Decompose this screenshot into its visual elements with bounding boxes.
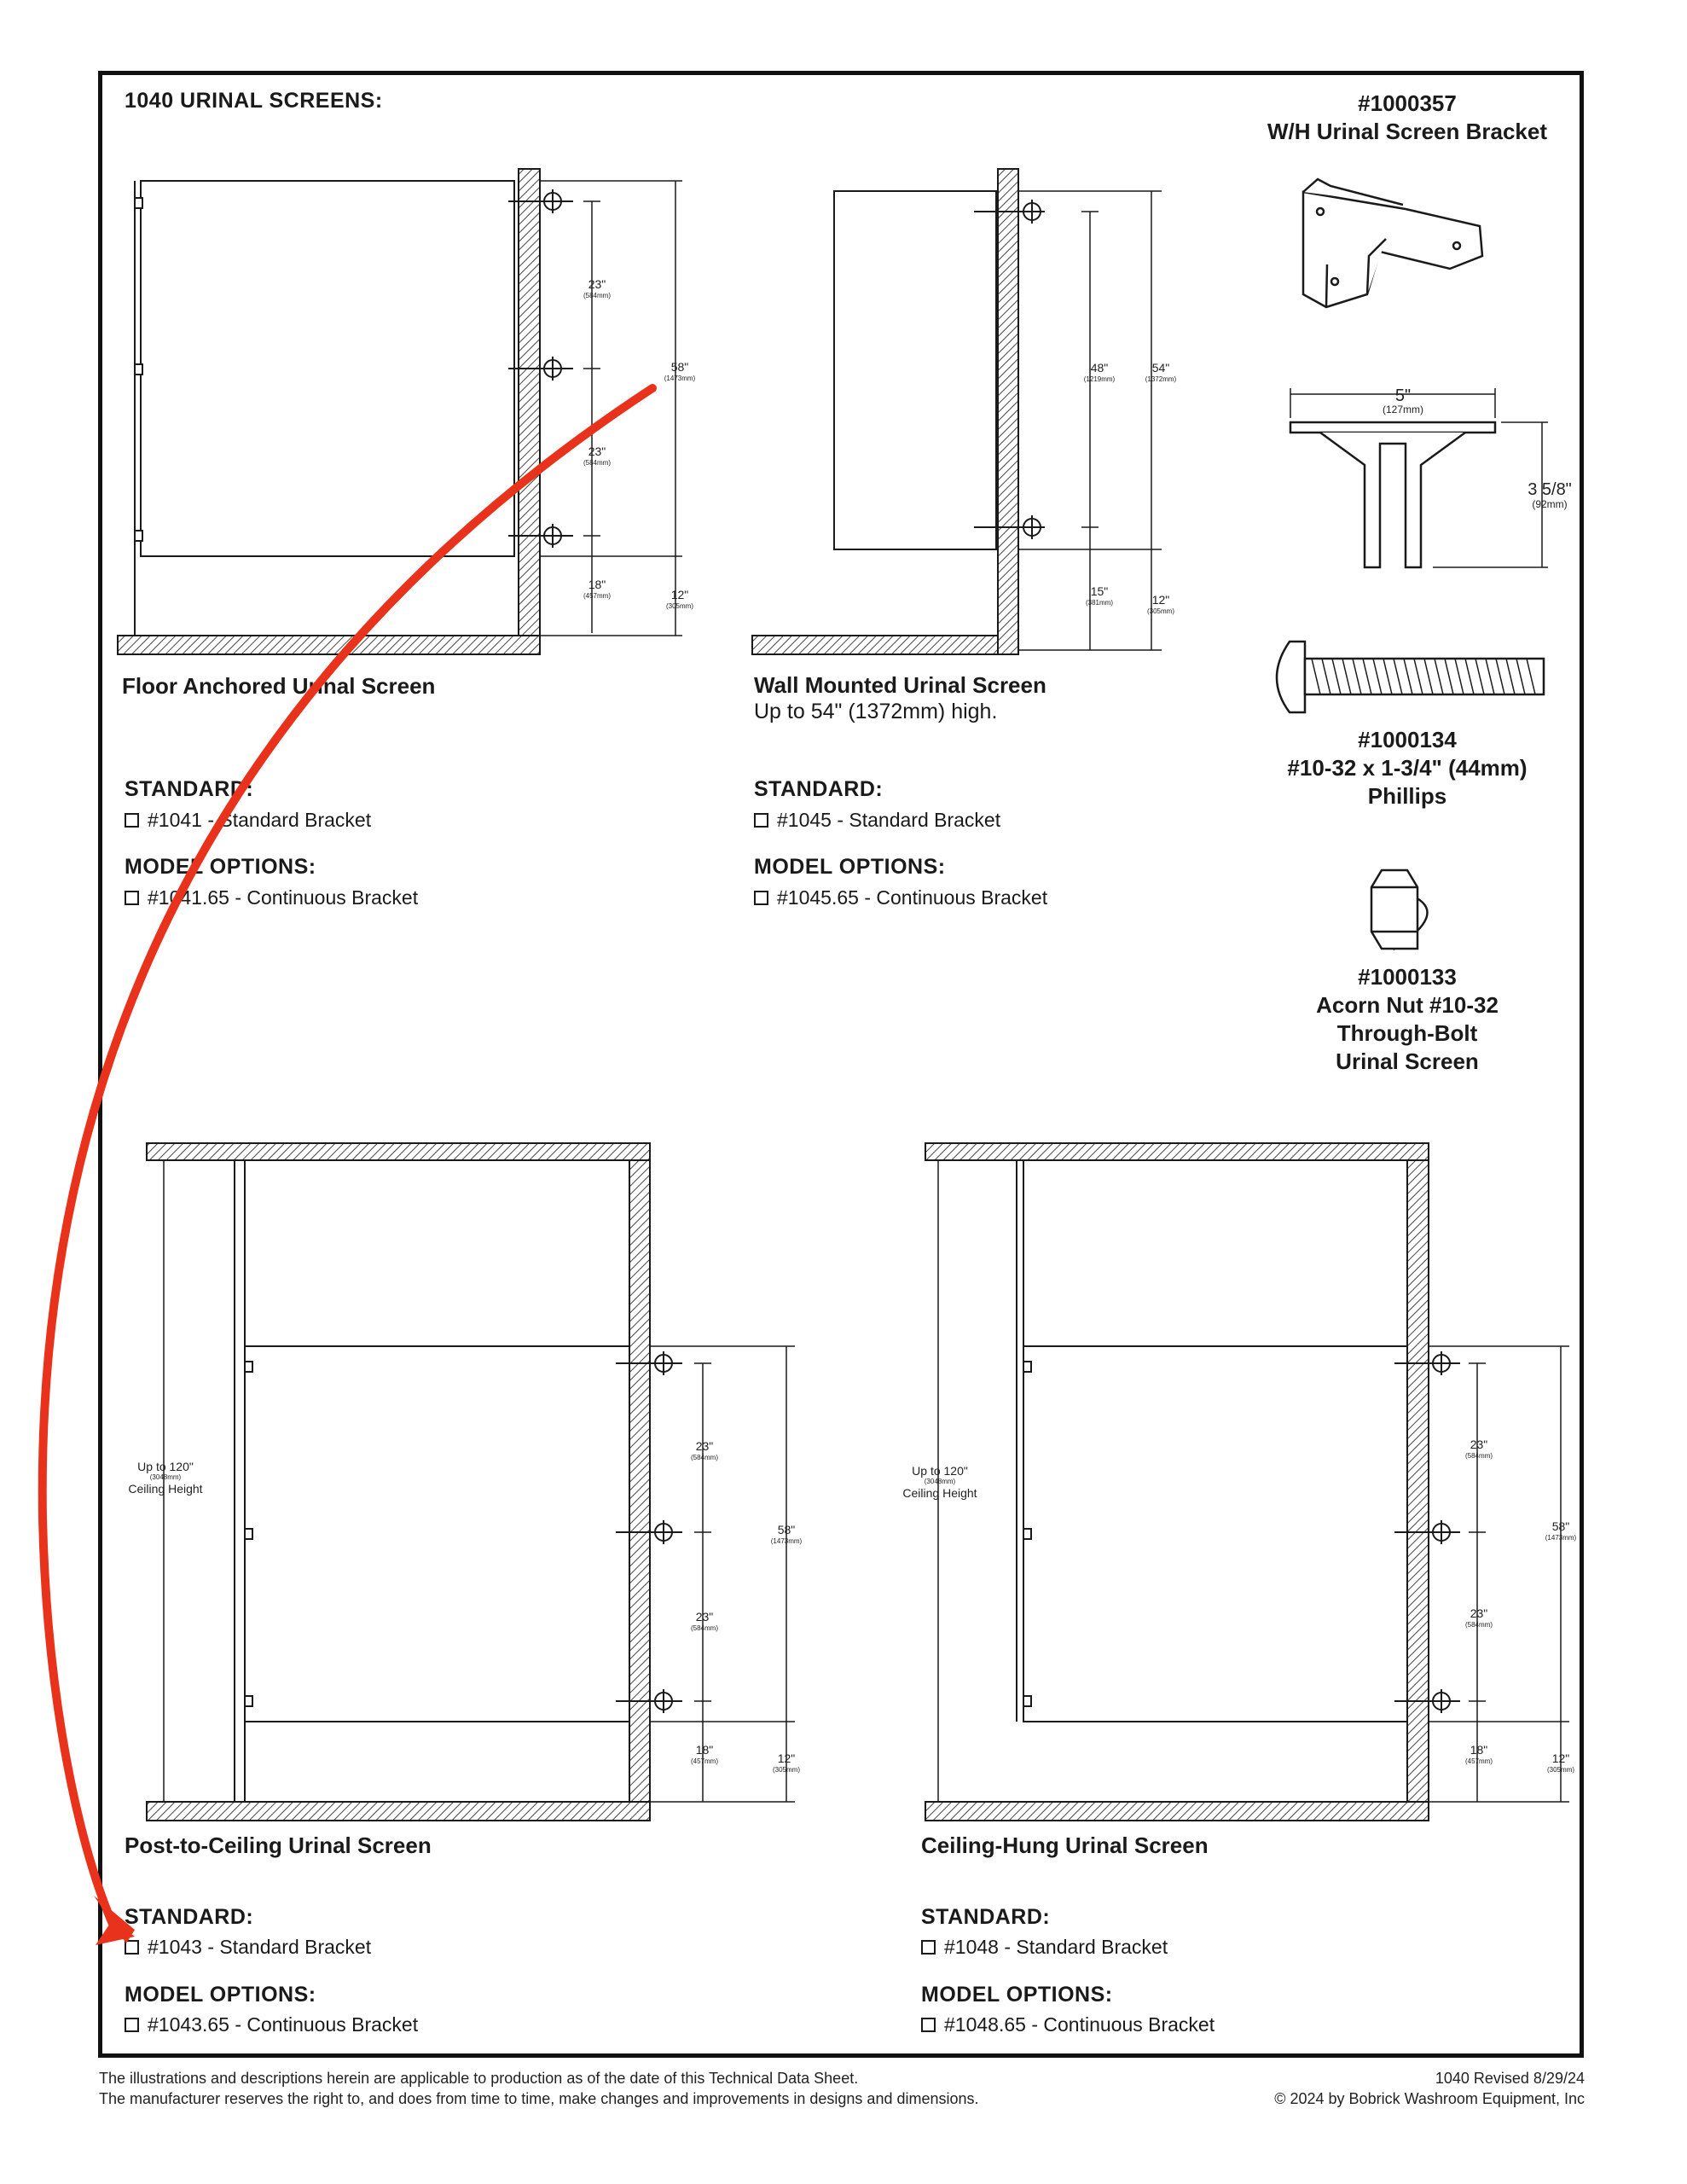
arrow-head — [94, 1896, 135, 1945]
standard-heading: STANDARD: — [921, 1905, 1051, 1929]
standard-option-label: #1041 - Standard Bracket — [148, 809, 372, 831]
model-options-heading: MODEL OPTIONS: — [125, 1983, 316, 2007]
ceiling-label: Ceiling Height — [128, 1482, 203, 1496]
dim-label-mm: (584mm) — [690, 1454, 719, 1461]
floor-anchored-title: Floor Anchored Urinal Screen — [122, 673, 436, 699]
standard-heading: STANDARD: — [125, 777, 254, 801]
model-option-label: #1048.65 - Continuous Bracket — [944, 2013, 1215, 2036]
revision-label: 1040 Revised 8/29/24 — [1435, 2070, 1585, 2087]
footer-line: The manufacturer reserves the right to, and does from time to time, make changes and improvements in designs and dimensions. — [99, 2090, 979, 2107]
model-options-heading: MODEL OPTIONS: — [921, 1983, 1113, 2007]
dim-label-mm: (457mm) — [1464, 1757, 1493, 1765]
ceiling-hung-title: Ceiling-Hung Urinal Screen — [921, 1833, 1209, 1858]
dim-label: 23" — [1470, 1438, 1488, 1451]
dim-label-mm: (92mm) — [1532, 498, 1568, 510]
dim-label: 18" — [588, 578, 606, 591]
model-options-heading: MODEL OPTIONS: — [125, 855, 316, 879]
model-option-label: #1043.65 - Continuous Bracket — [148, 2013, 419, 2036]
dim-label: 58" — [670, 360, 689, 374]
dim-label: 5" — [1394, 386, 1412, 405]
dim-label: 18" — [695, 1743, 714, 1757]
dim-label: 18" — [1470, 1743, 1488, 1757]
dim-label-mm: (584mm) — [583, 292, 612, 299]
standard-heading: STANDARD: — [125, 1905, 254, 1929]
bracket-number: #1000357 — [1358, 90, 1457, 116]
dim-label: 12" — [1551, 1751, 1570, 1765]
ceiling-label-mm: (3048mm) — [149, 1473, 182, 1481]
dim-label: 58" — [1551, 1519, 1570, 1533]
dim-label-mm: (127mm) — [1382, 404, 1424, 415]
bracket-name: W/H Urinal Screen Bracket — [1267, 119, 1547, 144]
dim-label-mm: (457mm) — [583, 592, 612, 600]
nut-number: #1000133 — [1358, 964, 1457, 990]
ceiling-label: Up to 120" — [137, 1460, 194, 1473]
footer-line: The illustrations and descriptions herein are applicable to production as of the date of this Technical Data Sheet. — [99, 2070, 859, 2087]
screw-number: #1000134 — [1358, 727, 1457, 752]
model-option-label: #1045.65 - Continuous Bracket — [777, 886, 1048, 909]
dim-label: 48" — [1090, 361, 1109, 375]
dim-label: 12" — [777, 1751, 796, 1765]
arrow-path — [43, 388, 652, 1924]
dim-label-mm: (1219mm) — [1083, 375, 1116, 383]
ceiling-label: Ceiling Height — [902, 1486, 977, 1500]
dim-label: 23" — [695, 1439, 714, 1453]
page-title: 1040 URINAL SCREENS: — [125, 89, 383, 113]
dim-label-mm: (305mm) — [665, 602, 694, 610]
screw-drive: Phillips — [1367, 783, 1447, 809]
nut-line3: Urinal Screen — [1336, 1048, 1479, 1074]
dim-label: 54" — [1151, 361, 1170, 375]
dim-label: 23" — [695, 1610, 714, 1623]
copyright-label: © 2024 by Bobrick Washroom Equipment, Inc — [1274, 2090, 1585, 2107]
dim-label: 23" — [588, 444, 606, 458]
screw-desc: #10-32 x 1-3/4" (44mm) — [1287, 755, 1528, 781]
dim-label: 12" — [1151, 593, 1170, 607]
model-option-label: #1041.65 - Continuous Bracket — [148, 886, 419, 909]
model-options-heading: MODEL OPTIONS: — [754, 855, 946, 879]
ceiling-label-mm: (3048mm) — [924, 1478, 956, 1485]
wall-mounted-title: Wall Mounted Urinal Screen — [754, 672, 1046, 698]
dim-label: 3 5/8" — [1528, 480, 1572, 499]
standard-option-label: #1043 - Standard Bracket — [148, 1936, 372, 1958]
standard-heading: STANDARD: — [754, 777, 884, 801]
post-to-ceiling-title: Post-to-Ceiling Urinal Screen — [125, 1833, 432, 1858]
dim-label-mm: (584mm) — [1464, 1621, 1493, 1629]
dim-label: 23" — [1470, 1606, 1488, 1620]
standard-option-label: #1045 - Standard Bracket — [777, 809, 1001, 831]
dim-label-mm: (305mm) — [772, 1766, 801, 1774]
dim-label-mm: (305mm) — [1546, 1766, 1575, 1774]
standard-option-label: #1048 - Standard Bracket — [944, 1936, 1168, 1958]
dim-label-mm: (1473mm) — [664, 375, 696, 382]
dim-label-mm: (305mm) — [1146, 607, 1175, 615]
dim-label: 23" — [588, 277, 606, 291]
dim-label: 15" — [1090, 584, 1109, 598]
nut-line1: Acorn Nut #10-32 — [1316, 992, 1499, 1018]
nut-line2: Through-Bolt — [1336, 1020, 1478, 1046]
ceiling-label: Up to 120" — [912, 1464, 968, 1478]
dim-label-mm: (381mm) — [1085, 599, 1114, 607]
dim-label: 58" — [777, 1523, 796, 1536]
dim-label-mm: (1372mm) — [1145, 375, 1177, 383]
dim-label-mm: (1473mm) — [770, 1537, 803, 1545]
dim-label: 12" — [670, 588, 689, 601]
wall-mounted-subtitle: Up to 54" (1372mm) high. — [754, 700, 998, 723]
dim-label-mm: (1473mm) — [1545, 1534, 1577, 1542]
dim-label-mm: (584mm) — [1464, 1452, 1493, 1460]
dim-label-mm: (584mm) — [583, 459, 612, 467]
dim-label-mm: (584mm) — [690, 1624, 719, 1632]
dim-label-mm: (457mm) — [690, 1757, 719, 1765]
